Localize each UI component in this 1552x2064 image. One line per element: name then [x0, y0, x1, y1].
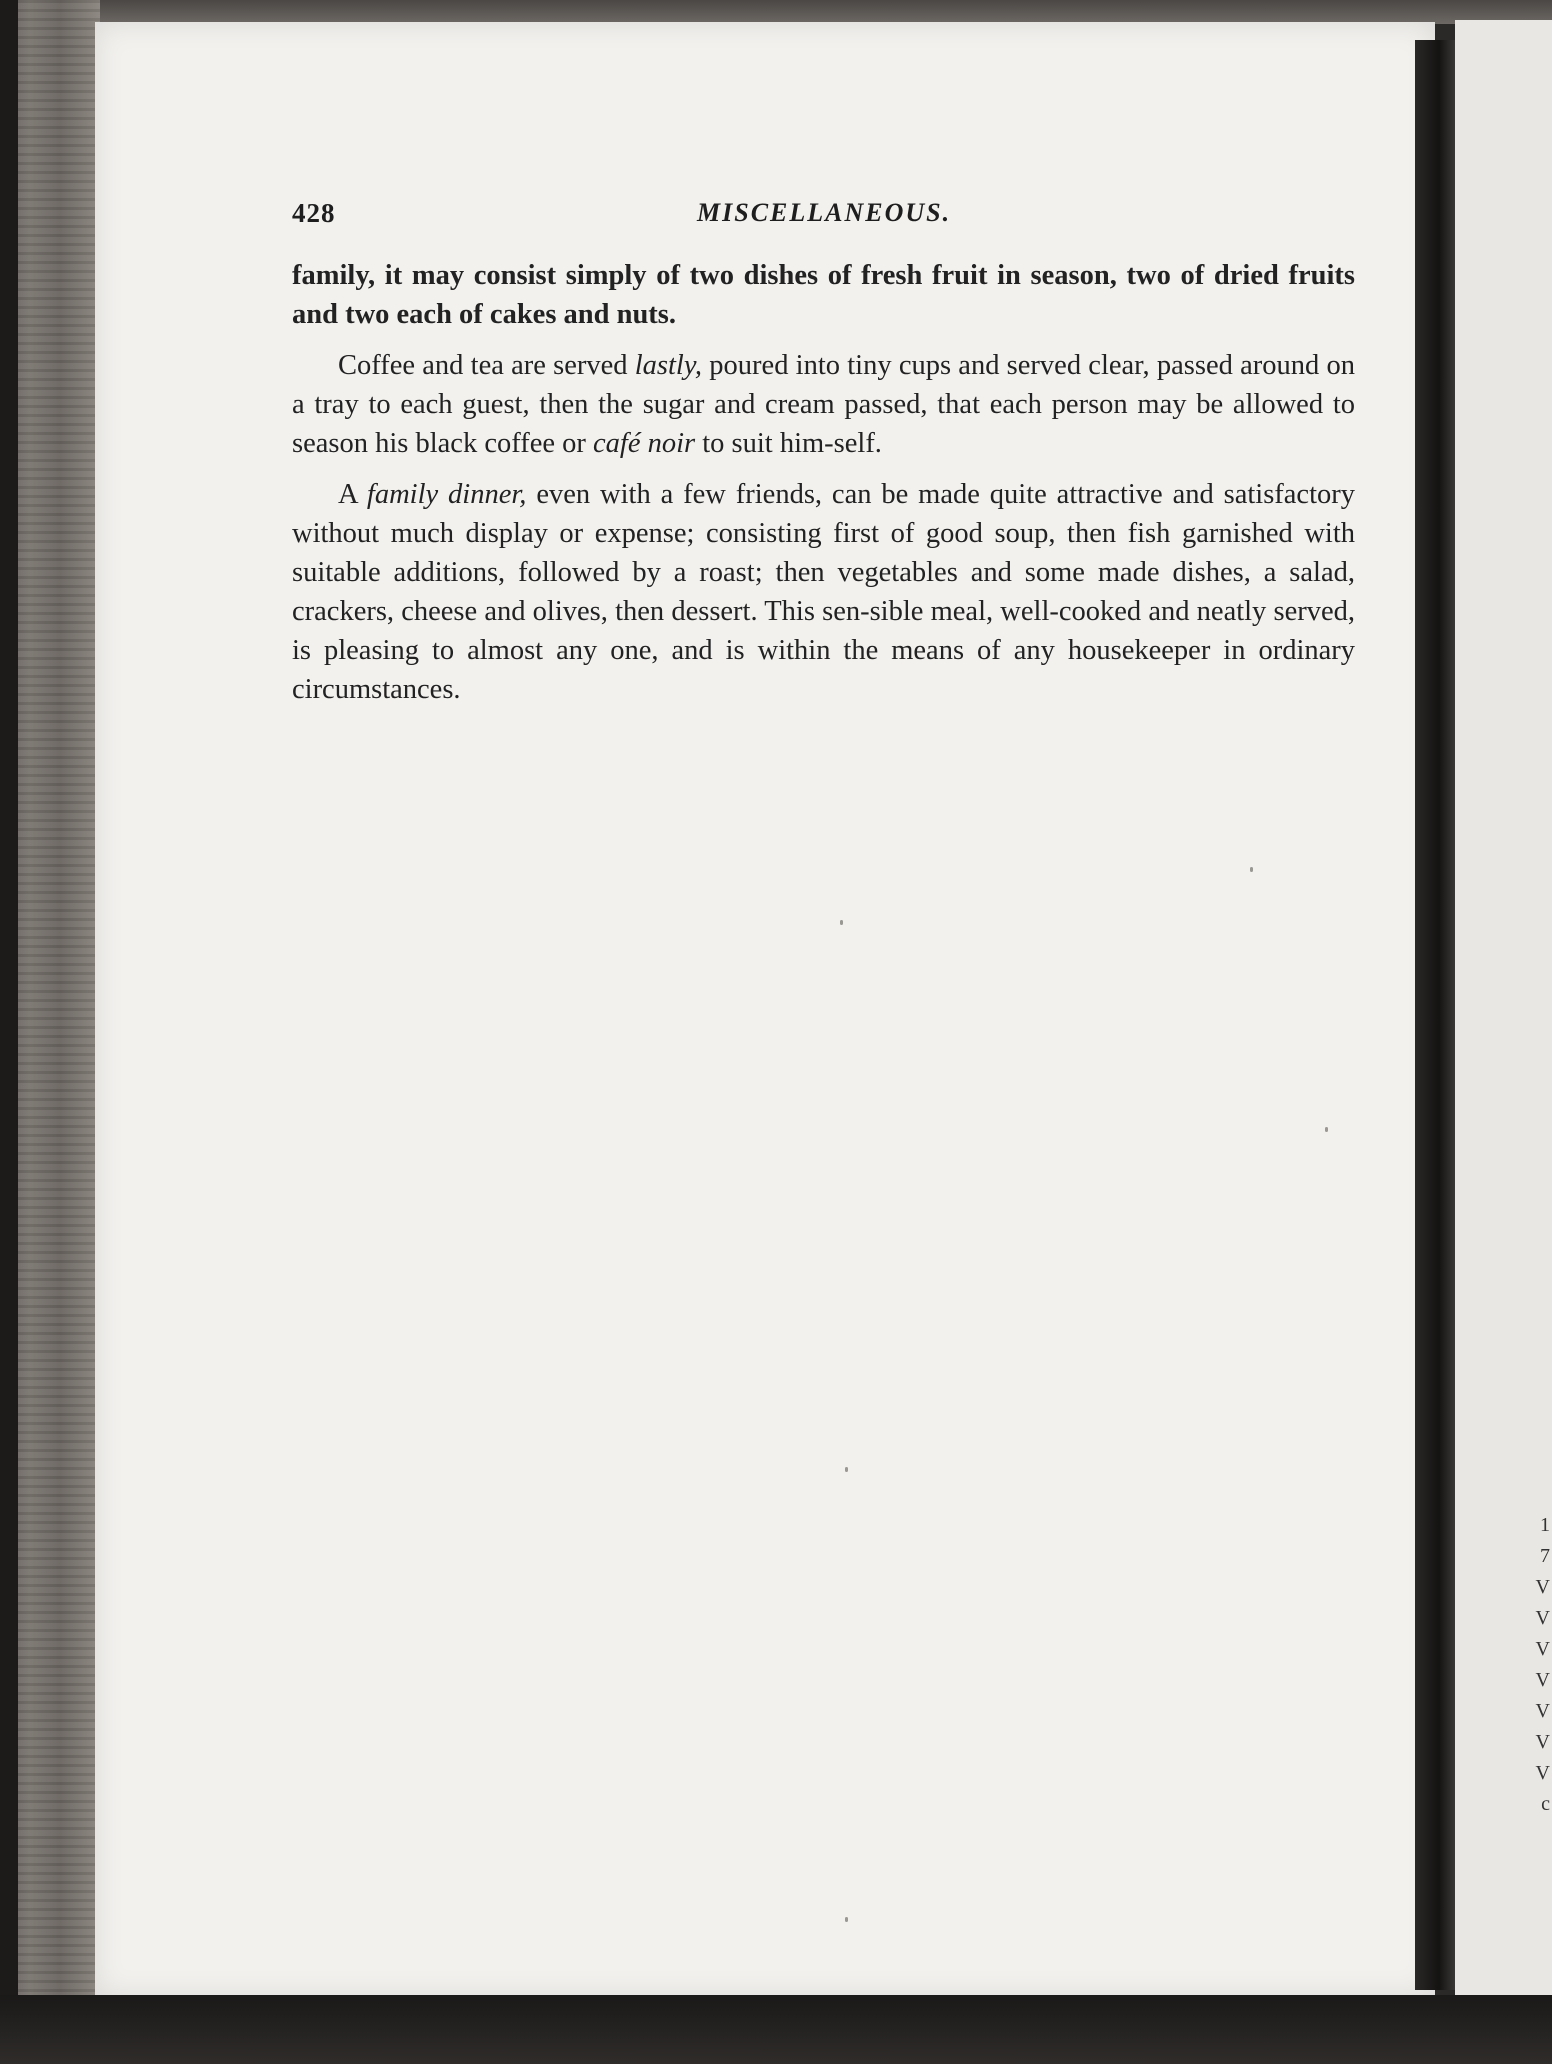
next-page-mark: 7 — [1540, 1545, 1550, 1567]
running-header — [292, 198, 1352, 238]
next-page-mark: V — [1535, 1638, 1550, 1660]
body-text — [292, 256, 1355, 721]
page-speck — [1325, 1127, 1328, 1132]
page-number: 428 — [292, 198, 336, 228]
page-speck — [840, 920, 843, 925]
paragraph-1 — [292, 256, 1355, 334]
next-page-sliver — [1455, 20, 1552, 1995]
text-segment: even with a few friends, can be made quite attractive and satisfactory without much display or expense; consisting first of good soup, then fish garnished with suitable additions, followed by a roast; then vegetables and some made dishes, a salad, crackers, cheese and olives, then dessert. This sen-sible meal, well-cooked and neatly served, is pleasing to almost any one, and is within the means of any housekeeper in ordinary circumstances. — [292, 479, 1355, 705]
paragraph-3 — [292, 475, 1355, 709]
next-page-marks — [1530, 1510, 1550, 1820]
next-page-mark: 1 — [1540, 1514, 1550, 1536]
text-segment: A — [338, 479, 367, 510]
next-page-mark: V — [1535, 1669, 1550, 1691]
text-segment: lastly, — [634, 350, 703, 381]
next-page-mark: c — [1541, 1793, 1550, 1815]
next-page-mark: V — [1535, 1700, 1550, 1722]
next-page-mark: V — [1535, 1576, 1550, 1598]
text-segment: family dinner, — [366, 479, 527, 510]
top-book-edge — [95, 0, 1552, 24]
next-page-mark: V — [1535, 1607, 1550, 1629]
page-speck — [845, 1917, 848, 1922]
page-speck — [1250, 867, 1253, 872]
text-segment: family, it may consist simply of two dishes of fresh fruit in season, two of dried fruits and two each of cakes and nuts. — [292, 260, 1355, 330]
next-page-mark: V — [1535, 1731, 1550, 1753]
text-segment: Coffee and tea are served — [338, 350, 635, 381]
next-page-mark: V — [1535, 1762, 1550, 1784]
paragraph-2 — [292, 346, 1355, 463]
bottom-shadow — [0, 1995, 1552, 2064]
text-segment: café noir — [593, 428, 696, 459]
page-gutter — [1415, 40, 1455, 1990]
left-shadow — [0, 0, 18, 2064]
running-title: MISCELLANEOUS. — [697, 198, 952, 227]
text-segment: poured into tiny cups and served clear, passed around on a tray to each guest, then the sugar and cream passed, that each person may be allowed to season his black coffee or — [292, 350, 1355, 459]
text-segment: to suit him-self. — [695, 428, 882, 459]
page-speck — [845, 1467, 848, 1472]
